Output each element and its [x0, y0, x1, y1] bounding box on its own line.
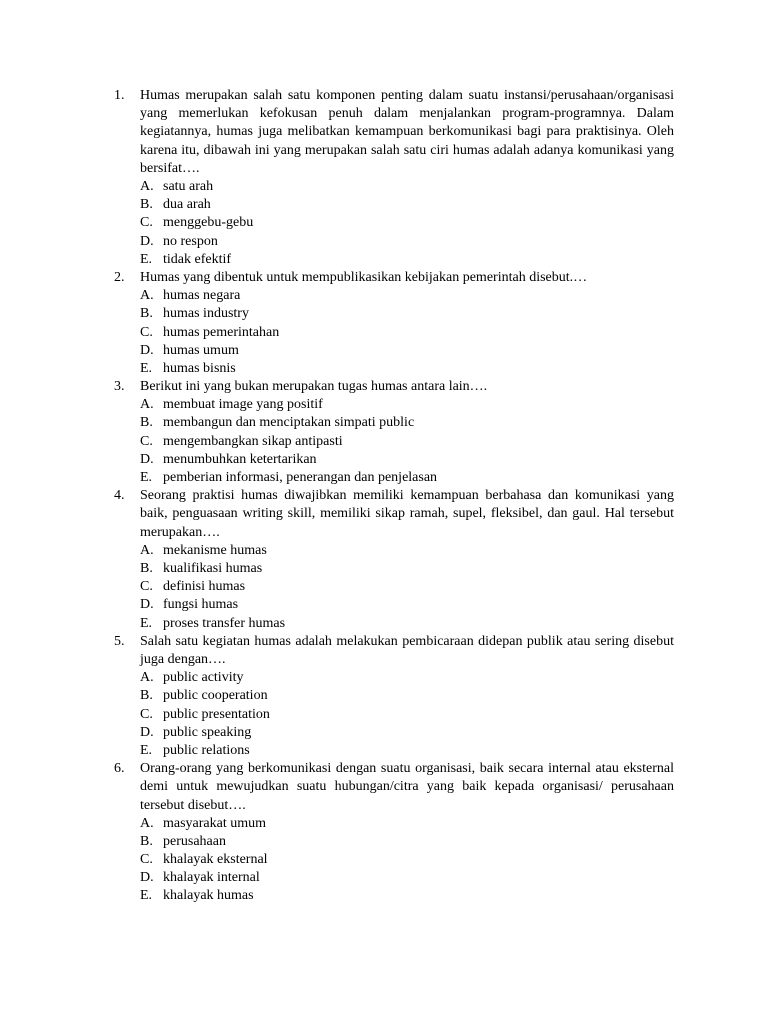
option-text: definisi humas [163, 579, 246, 595]
option-text: public cooperation [163, 688, 268, 704]
question-2 [114, 269, 674, 378]
option-letter: D. [140, 451, 154, 467]
option-letter: B. [140, 415, 153, 431]
option-letter: C. [140, 852, 153, 868]
option-letter: E. [140, 251, 153, 267]
option-text: khalayak humas [163, 888, 254, 904]
option-letter: B. [140, 688, 153, 704]
option-item [140, 360, 674, 378]
option-text: humas bisnis [163, 360, 236, 376]
option-text: humas industry [163, 306, 249, 322]
question-6 [114, 760, 674, 906]
option-list [140, 815, 674, 906]
option-list [140, 669, 674, 760]
question-number: 3. [114, 379, 125, 395]
option-item [140, 324, 674, 342]
option-item [140, 815, 674, 833]
option-item [140, 305, 674, 323]
option-item [140, 560, 674, 578]
option-list [140, 396, 674, 487]
option-item [140, 233, 674, 251]
option-letter: D. [140, 342, 154, 358]
option-letter: C. [140, 324, 153, 340]
option-letter: E. [140, 360, 153, 376]
option-item [140, 669, 674, 687]
option-item [140, 433, 674, 451]
option-item [140, 178, 674, 196]
question-3 [114, 378, 674, 487]
question-number: 1. [114, 88, 125, 103]
option-letter: E. [140, 742, 153, 758]
option-letter: E. [140, 470, 153, 486]
option-text: humas umum [163, 342, 239, 358]
option-text: khalayak eksternal [163, 852, 268, 868]
option-item [140, 451, 674, 469]
question-text: Berikut ini yang bukan merupakan tugas humas antara lain…. [140, 379, 488, 395]
option-text: membuat image yang positif [163, 397, 323, 413]
option-letter: C. [140, 433, 153, 449]
option-letter: E. [140, 615, 153, 631]
option-item [140, 596, 674, 614]
question-text: Seorang praktisi humas diwajibkan memiliki kemampuan berbahasa dan komunikasi yang baik, penguasaan writing skill, memiliki sikap ramah, supel, fleksibel, dan gaul. Hal tersebut merupakan…. [140, 488, 674, 540]
option-letter: A. [140, 815, 154, 831]
option-item [140, 706, 674, 724]
option-item [140, 851, 674, 869]
option-text: humas pemerintahan [163, 324, 280, 340]
option-letter: B. [140, 197, 153, 213]
option-text: satu arah [163, 179, 214, 195]
option-text: public activity [163, 670, 244, 686]
question-1 [114, 87, 674, 269]
option-letter: D. [140, 597, 154, 613]
option-item [140, 196, 674, 214]
question-text: Humas merupakan salah satu komponen penting dalam suatu instansi/perusahaan/organisasi yang memerlukan kefokusan penuh dalam menjalankan program-programnya. Dalam kegiatannya, humas juga melibatkan kemampuan berkomunikasi bagi para praktisinya. Oleh karena itu, dibawah ini yang merupakan salah satu ciri humas adalah adanya komunikasi yang bersifat…. [140, 88, 674, 176]
option-item [140, 542, 674, 560]
option-text: pemberian informasi, penerangan dan penjelasan [163, 470, 438, 486]
option-letter: B. [140, 561, 153, 577]
option-item [140, 687, 674, 705]
option-letter: D. [140, 724, 154, 740]
option-item [140, 469, 674, 487]
option-letter: A. [140, 670, 154, 686]
option-text: khalayak internal [163, 870, 260, 886]
option-letter: A. [140, 397, 154, 413]
option-letter: D. [140, 870, 154, 886]
question-text: Salah satu kegiatan humas adalah melakukan pembicaraan didepan publik atau sering disebut juga dengan…. [140, 633, 674, 667]
option-text: menggebu-gebu [163, 215, 254, 231]
question-list [114, 87, 674, 906]
option-letter: C. [140, 579, 153, 595]
option-letter: C. [140, 706, 153, 722]
question-text: Orang-orang yang berkomunikasi dengan suatu organisasi, baik secara internal atau eksternal demi untuk mewujudkan suatu hubungan/citra yang baik kepada organisasi/ perusahaan tersebut disebut…. [140, 761, 674, 813]
option-item [140, 887, 674, 905]
option-item [140, 833, 674, 851]
option-letter: C. [140, 215, 153, 231]
option-text: public presentation [163, 706, 270, 722]
option-text: public relations [163, 742, 250, 758]
option-item [140, 342, 674, 360]
option-text: fungsi humas [163, 597, 239, 613]
option-text: dua arah [163, 197, 211, 213]
option-item [140, 287, 674, 305]
option-text: membangun dan menciptakan simpati public [163, 415, 415, 431]
option-letter: D. [140, 233, 154, 249]
option-item [140, 869, 674, 887]
question-5 [114, 633, 674, 760]
option-item [140, 396, 674, 414]
option-text: humas negara [163, 288, 241, 304]
option-text: no respon [163, 233, 218, 249]
question-number: 2. [114, 269, 125, 285]
option-item [140, 615, 674, 633]
option-item [140, 578, 674, 596]
option-list [140, 287, 674, 378]
option-list [140, 542, 674, 633]
option-text: mengembangkan sikap antipasti [163, 433, 343, 449]
option-letter: A. [140, 542, 154, 558]
option-text: proses transfer humas [163, 615, 286, 631]
option-text: mekanisme humas [163, 542, 267, 558]
option-text: masyarakat umum [163, 815, 267, 831]
option-item [140, 214, 674, 232]
option-letter: E. [140, 888, 153, 904]
question-number: 5. [114, 633, 125, 649]
question-number: 6. [114, 761, 125, 777]
option-letter: A. [140, 179, 154, 195]
option-text: perusahaan [163, 833, 226, 849]
option-letter: A. [140, 288, 154, 304]
question-text: Humas yang dibentuk untuk mempublikasikan kebijakan pemerintah disebut.… [140, 269, 588, 285]
option-text: tidak efektif [163, 251, 232, 267]
option-item [140, 742, 674, 760]
option-text: menumbuhkan ketertarikan [163, 451, 317, 467]
option-item [140, 414, 674, 432]
option-text: public speaking [163, 724, 252, 740]
option-list [140, 178, 674, 269]
option-letter: B. [140, 833, 153, 849]
option-item [140, 251, 674, 269]
option-item [140, 724, 674, 742]
option-letter: B. [140, 306, 153, 322]
option-text: kualifikasi humas [163, 561, 263, 577]
question-number: 4. [114, 488, 125, 504]
question-4 [114, 487, 674, 633]
